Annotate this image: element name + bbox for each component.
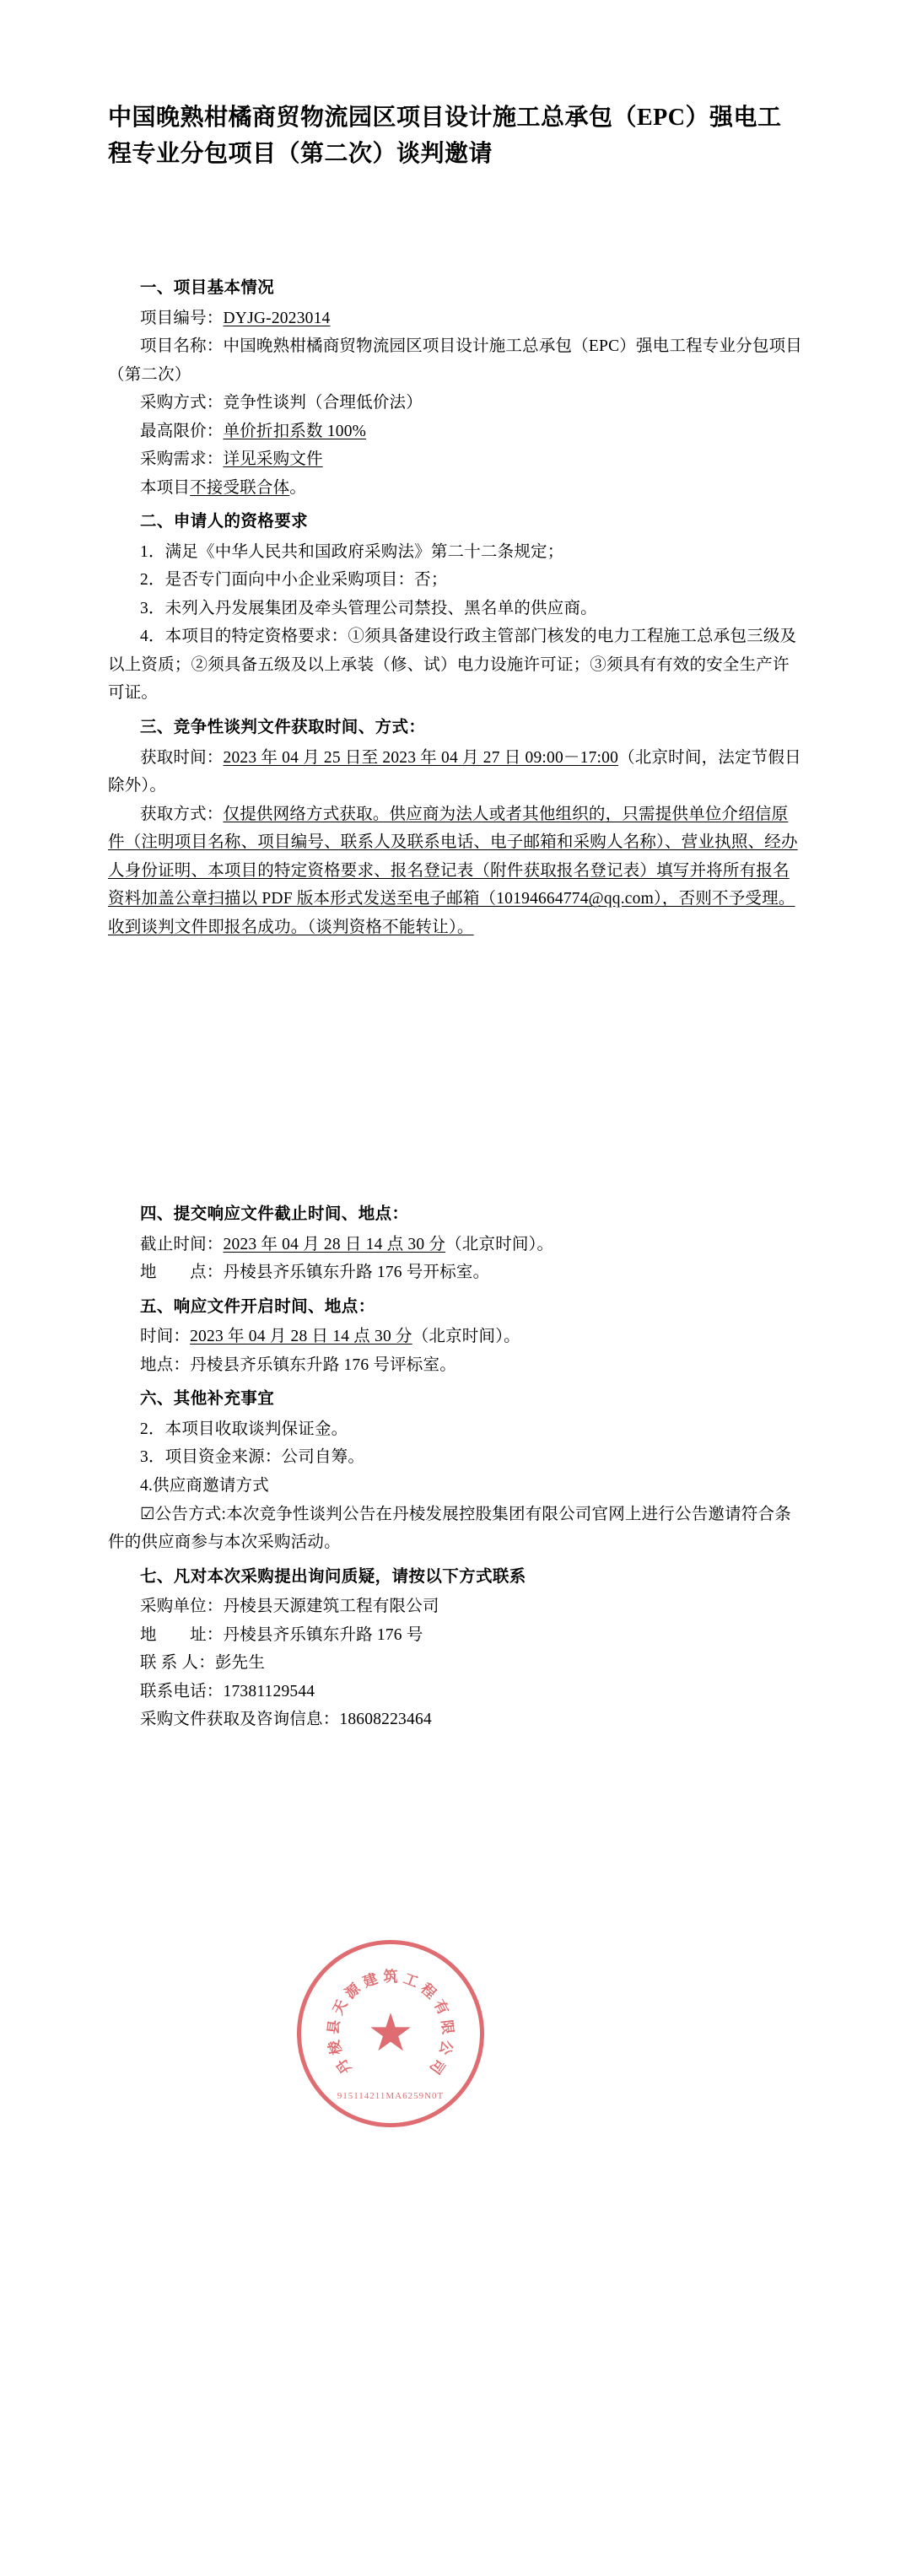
- company-seal: [297, 1940, 484, 2127]
- section-heading-5: 五、响应文件开启时间、地点：: [140, 1297, 375, 1316]
- qualification-item-1: 1．满足《中华人民共和国政府采购法》第二十二条规定；: [140, 542, 564, 561]
- acquire-time-row: [108, 744, 803, 800]
- seal-ring-text: 丹 棱 县 天 源 建 筑 工 程 有 限 公 司: [325, 1969, 456, 2078]
- blank-spacer: [108, 941, 803, 1194]
- purchase-method-value: 竞争性谈判（合理低价法）: [223, 394, 423, 412]
- open-time-suffix: （北京时间）。: [412, 1328, 520, 1346]
- submit-location-value: 丹棱县齐乐镇东升路 176 号开标室。: [223, 1264, 490, 1282]
- project-name-row: [108, 332, 803, 389]
- submit-location-label: 地 点：: [140, 1264, 224, 1282]
- purchase-method-row: [108, 389, 803, 418]
- deadline-value: 2023 年 04 月 28 日 14 点 30 分: [223, 1235, 446, 1253]
- contact-phone-value: 17381129544: [223, 1682, 315, 1700]
- open-location-row: [108, 1351, 803, 1380]
- contact-person-row: [108, 1649, 803, 1678]
- project-name-label: 项目名称：: [140, 337, 224, 356]
- consortium-row: [108, 474, 803, 503]
- open-location-label: 地点：: [140, 1355, 191, 1374]
- section-heading-1: 一、项目基本情况: [140, 279, 275, 297]
- document-inquiry-value: 18608223464: [339, 1711, 432, 1729]
- submit-location-row: [108, 1258, 803, 1287]
- document-inquiry-label: 采购文件获取及咨询信息：: [140, 1711, 340, 1729]
- supplement-item-1: 2．本项目收取谈判保证金。: [140, 1420, 348, 1438]
- open-time-label: 时间：: [140, 1328, 191, 1346]
- address-label: 地 址：: [140, 1625, 224, 1644]
- section-heading-7: 七、凡对本次采购提出询问质疑，请按以下方式联系: [140, 1567, 526, 1586]
- max-price-value: 单价折扣系数 100%: [223, 422, 367, 440]
- project-name-value: 中国晚熟柑橘商贸物流园区项目设计施工总承包（EPC）强电工程专业分包项目（第二次）: [108, 337, 802, 384]
- document-body: [108, 268, 803, 1734]
- purchaser-label: 采购单位：: [140, 1598, 224, 1616]
- supplement-item-3: 4.供应商邀请方式: [140, 1477, 269, 1495]
- section-heading-6: 六、其他补充事宜: [140, 1390, 275, 1409]
- seal-bottom-text: 915114211MA6259N0T: [337, 2091, 445, 2101]
- qualification-item-3: 3．未列入丹发展集团及牵头管理公司禁投、黑名单的供应商。: [140, 599, 597, 617]
- purchase-demand-row: [108, 445, 803, 474]
- project-number-row: [108, 304, 803, 333]
- project-number-label: 项目编号：: [140, 309, 224, 327]
- address-value: 丹棱县齐乐镇东升路 176 号: [223, 1625, 423, 1644]
- contact-person-label: 联 系 人：: [140, 1654, 215, 1673]
- purchase-method-label: 采购方式：: [140, 394, 224, 412]
- address-row: [108, 1621, 803, 1650]
- open-location-value: 丹棱县齐乐镇东升路 176 号评标室。: [190, 1355, 456, 1374]
- qualification-item-4: 4．本项目的特定资格要求：①须具备建设行政主管部门核发的电力工程施工总承包三级及以上资质；②须具备五级及以上承装（修、试）电力设施许可证；③须具有有效的安全生产许可证。: [108, 628, 797, 703]
- consortium-prefix: 本项目: [140, 478, 191, 497]
- purchase-demand-label: 采购需求：: [140, 450, 224, 469]
- contact-person-value: 彭先生: [214, 1654, 266, 1673]
- acquire-time-value: 2023 年 04 月 25 日至 2023 年 04 月 27 日 09:00－17:00: [223, 748, 619, 767]
- acquire-method-label: 获取方式：: [140, 805, 224, 823]
- open-time-value: 2023 年 04 月 28 日 14 点 30 分: [190, 1328, 412, 1346]
- section-heading-2: 二、申请人的资格要求: [140, 513, 309, 531]
- consortium-underline: 不接受联合体: [190, 478, 290, 497]
- purchase-demand-value: 详见采购文件: [223, 450, 323, 469]
- section-heading-4: 四、提交响应文件截止时间、地点：: [140, 1205, 409, 1224]
- max-price-row: [108, 418, 803, 446]
- contact-phone-row: [108, 1678, 803, 1706]
- seal-star-icon: ★: [367, 2005, 414, 2062]
- consortium-suffix: 。: [289, 478, 307, 497]
- deadline-row: [108, 1231, 803, 1259]
- section-heading-3: 三、竞争性谈判文件获取时间、方式：: [140, 718, 426, 736]
- contact-phone-label: 联系电话：: [140, 1682, 224, 1700]
- page-title: 中国晚熟柑橘商贸物流园区项目设计施工总承包（EPC）强电工程专业分包项目（第二次）谈判邀请: [108, 105, 782, 168]
- document-inquiry-row: [108, 1706, 803, 1734]
- project-number-value: DYJG-2023014: [223, 309, 331, 327]
- purchaser-value: 丹棱县天源建筑工程有限公司: [223, 1598, 439, 1616]
- purchaser-row: [108, 1592, 803, 1621]
- supplement-item-4: ☑公告方式:本次竞争性谈判公告在丹棱发展控股集团有限公司官网上进行公告邀请符合条件的供应商参与本次采购活动。: [108, 1505, 791, 1552]
- acquire-time-suffix: （北京时间，法定节假日除外）。: [108, 748, 801, 795]
- deadline-label: 截止时间：: [140, 1235, 224, 1253]
- deadline-suffix: （北京时间）。: [445, 1235, 554, 1253]
- max-price-label: 最高限价：: [140, 422, 224, 440]
- acquire-method-value: 仅提供网络方式获取。供应商为法人或者其他组织的，只需提供单位介绍信原件（注明项目名称、项目编号、联系人及联系电话、电子邮箱和采购人名称）、营业执照、经办人身份证明、本项目的特定资格要求、报名登记表（附件获取报名登记表）填写并将所有报名资料加盖公章扫描以 PDF 版本形式发送至电子邮箱（10194664774@qq.com），否则不予受理。收到谈判文件即报名成功。（谈判资格不能转让）。: [108, 805, 798, 936]
- supplement-item-2: 3．项目资金来源：公司自筹。: [140, 1448, 365, 1467]
- open-time-row: [108, 1323, 803, 1351]
- acquire-time-label: 获取时间：: [140, 748, 224, 767]
- qualification-item-2: 2．是否专门面向中小企业采购项目：否；: [140, 571, 448, 590]
- acquire-method-row: [108, 800, 803, 942]
